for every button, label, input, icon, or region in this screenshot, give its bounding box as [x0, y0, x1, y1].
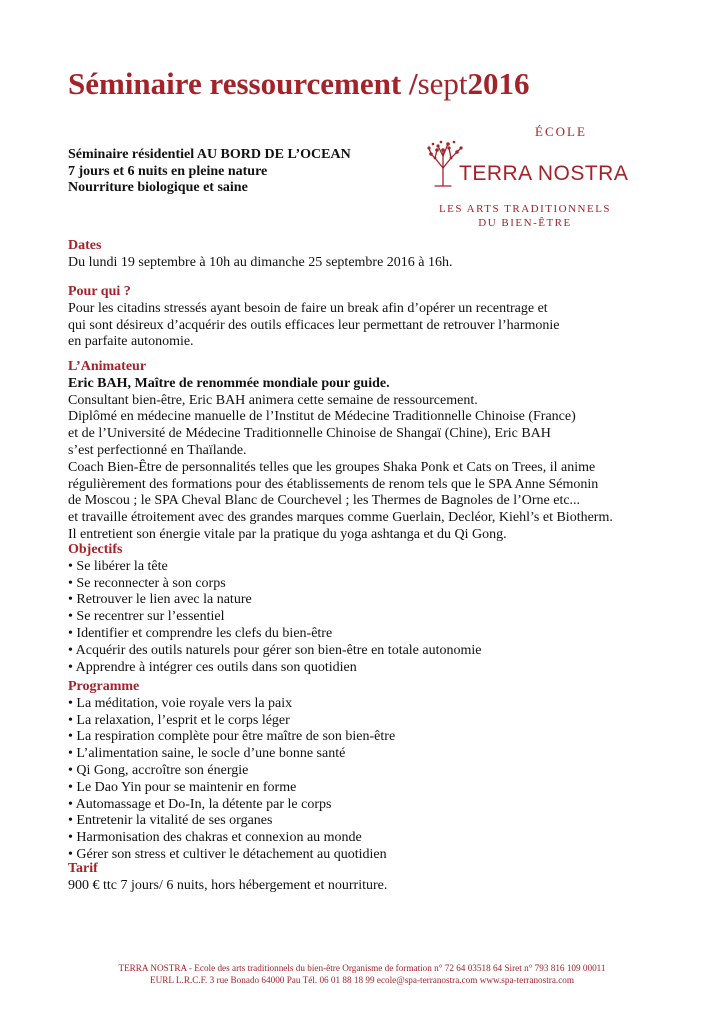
text-line: Il entretient son énergie vitale par la pratique du yoga ashtanga et du Qi Gong.	[68, 526, 507, 542]
section-pour-qui	[68, 284, 560, 351]
section-heading: Dates	[68, 238, 102, 253]
text-line: Consultant bien-être, Eric BAH animera cette semaine de ressourcement.	[68, 392, 478, 408]
list-item: • Acquérir des outils naturels pour gérer son bien-être en totale autonomie	[68, 642, 482, 658]
logo-tagline	[425, 202, 625, 230]
section-programme	[68, 679, 395, 864]
section-heading: Objectifs	[68, 542, 123, 557]
intro-block	[68, 147, 351, 197]
terra-nostra-logo	[425, 124, 630, 232]
intro-line: 7 jours et 6 nuits en pleine nature	[68, 163, 268, 179]
list-item: • Qi Gong, accroître son énergie	[68, 762, 249, 778]
logo-wordmark: TERRA NOSTRA	[459, 162, 629, 185]
list-item: • Automassage et Do-In, la détente par le corps	[68, 796, 332, 812]
animateur-subtitle: Eric BAH, Maître de renommée mondiale pour guide.	[68, 375, 390, 391]
logo-tagline-2: DU BIEN-ÊTRE	[478, 217, 572, 229]
section-heading: L’Animateur	[68, 359, 147, 374]
title-month: sept	[417, 66, 468, 101]
list-item: • Apprendre à intégrer ces outils dans son quotidien	[68, 659, 357, 675]
footer-line-1: TERRA NOSTRA - Ecole des arts traditionnels du bien-être Organisme de formation n° 72 64 03518 64 Siret n° 793 816 109 00011	[118, 963, 606, 973]
logo-ecole: ÉCOLE	[535, 124, 587, 139]
list-item: • Gérer son stress et cultiver le détachement au quotidien	[68, 846, 387, 862]
logo-brand	[427, 138, 627, 188]
objectifs-list	[68, 559, 482, 677]
section-tarif	[68, 861, 387, 895]
list-item: • L’alimentation saine, le socle d’une bonne santé	[68, 746, 346, 762]
list-item: • Harmonisation des chakras et connexion au monde	[68, 830, 362, 846]
page-title	[68, 66, 530, 102]
intro-line: Nourriture biologique et saine	[68, 180, 248, 195]
title-year: 2016	[467, 66, 530, 101]
list-item: • Le Dao Yin pour se maintenir en forme	[68, 779, 297, 795]
tarif-text: 900 € ttc 7 jours/ 6 nuits, hors hébergement et nourriture.	[68, 877, 388, 893]
list-item: • La relaxation, l’esprit et le corps léger	[68, 712, 290, 728]
text-line: Coach Bien-Être de personnalités telles que les groupes Shaka Ponk et Cats on Trees, il anime	[68, 459, 596, 475]
text-line: et travaille étroitement avec des grandes marques comme Guerlain, Decléor, Kiehl’s et Biotherm.	[68, 510, 613, 526]
list-item: • Retrouver le lien avec la nature	[68, 592, 252, 608]
list-item: • Identifier et comprendre les clefs du bien-être	[68, 625, 333, 641]
section-heading: Programme	[68, 679, 140, 694]
text-line: Pour les citadins stressés ayant besoin de faire un break afin d’opérer un recentrage et	[68, 300, 548, 316]
text-line: de Moscou ; le SPA Cheval Blanc de Courchevel ; les Thermes de Bagnoles de l’Orne etc...	[68, 493, 581, 509]
text-line: régulièrement des formations pour des établissements de renom tels que le SPA Anne Sémonin	[68, 476, 599, 492]
footer-line-2: EURL L.R.C.F. 3 rue Bonado 64000 Pau Tél. 06 01 88 18 99 ecole@spa-terranostra.com www.spa-terranostra.com	[149, 975, 575, 985]
page-footer	[0, 962, 724, 986]
text-line: en parfaite autonomie.	[68, 334, 194, 350]
list-item: • Se reconnecter à son corps	[68, 575, 226, 591]
text-line: Diplômé en médecine manuelle de l’Institut de Médecine Traditionnelle Chinoise (France)	[68, 409, 576, 425]
dates-text: Du lundi 19 septembre à 10h au dimanche 25 septembre 2016 à 16h.	[68, 254, 453, 270]
list-item: • La respiration complète pour être maître de son bien-être	[68, 729, 396, 745]
title-main: Séminaire ressourcement /	[68, 66, 418, 101]
programme-list	[68, 696, 395, 864]
section-heading: Pour qui ?	[68, 284, 131, 299]
section-objectifs	[68, 542, 482, 676]
list-item: • Se recentrer sur l’essentiel	[68, 609, 225, 625]
logo-tagline-1: LES ARTS TRADITIONNELS	[438, 203, 612, 215]
list-item: • Entretenir la vitalité de ses organes	[68, 813, 273, 829]
text-line: qui sont désireux d’acquérir des outils efficaces leur permettant de retrouver l’harmonie	[68, 317, 560, 333]
list-item: • Se libérer la tête	[68, 558, 168, 574]
list-item: • La méditation, voie royale vers la paix	[68, 695, 293, 711]
text-line: s’est perfectionné en Thaïlande.	[68, 442, 247, 458]
section-heading: Tarif	[68, 861, 98, 876]
text-line: et de l’Université de Médecine Traditionnelle Chinoise de Shangaï (Chine), Eric BAH	[68, 426, 551, 442]
section-animateur	[68, 359, 613, 544]
intro-line: Séminaire résidentiel AU BORD DE L’OCEAN	[68, 147, 351, 162]
section-dates	[68, 238, 453, 272]
